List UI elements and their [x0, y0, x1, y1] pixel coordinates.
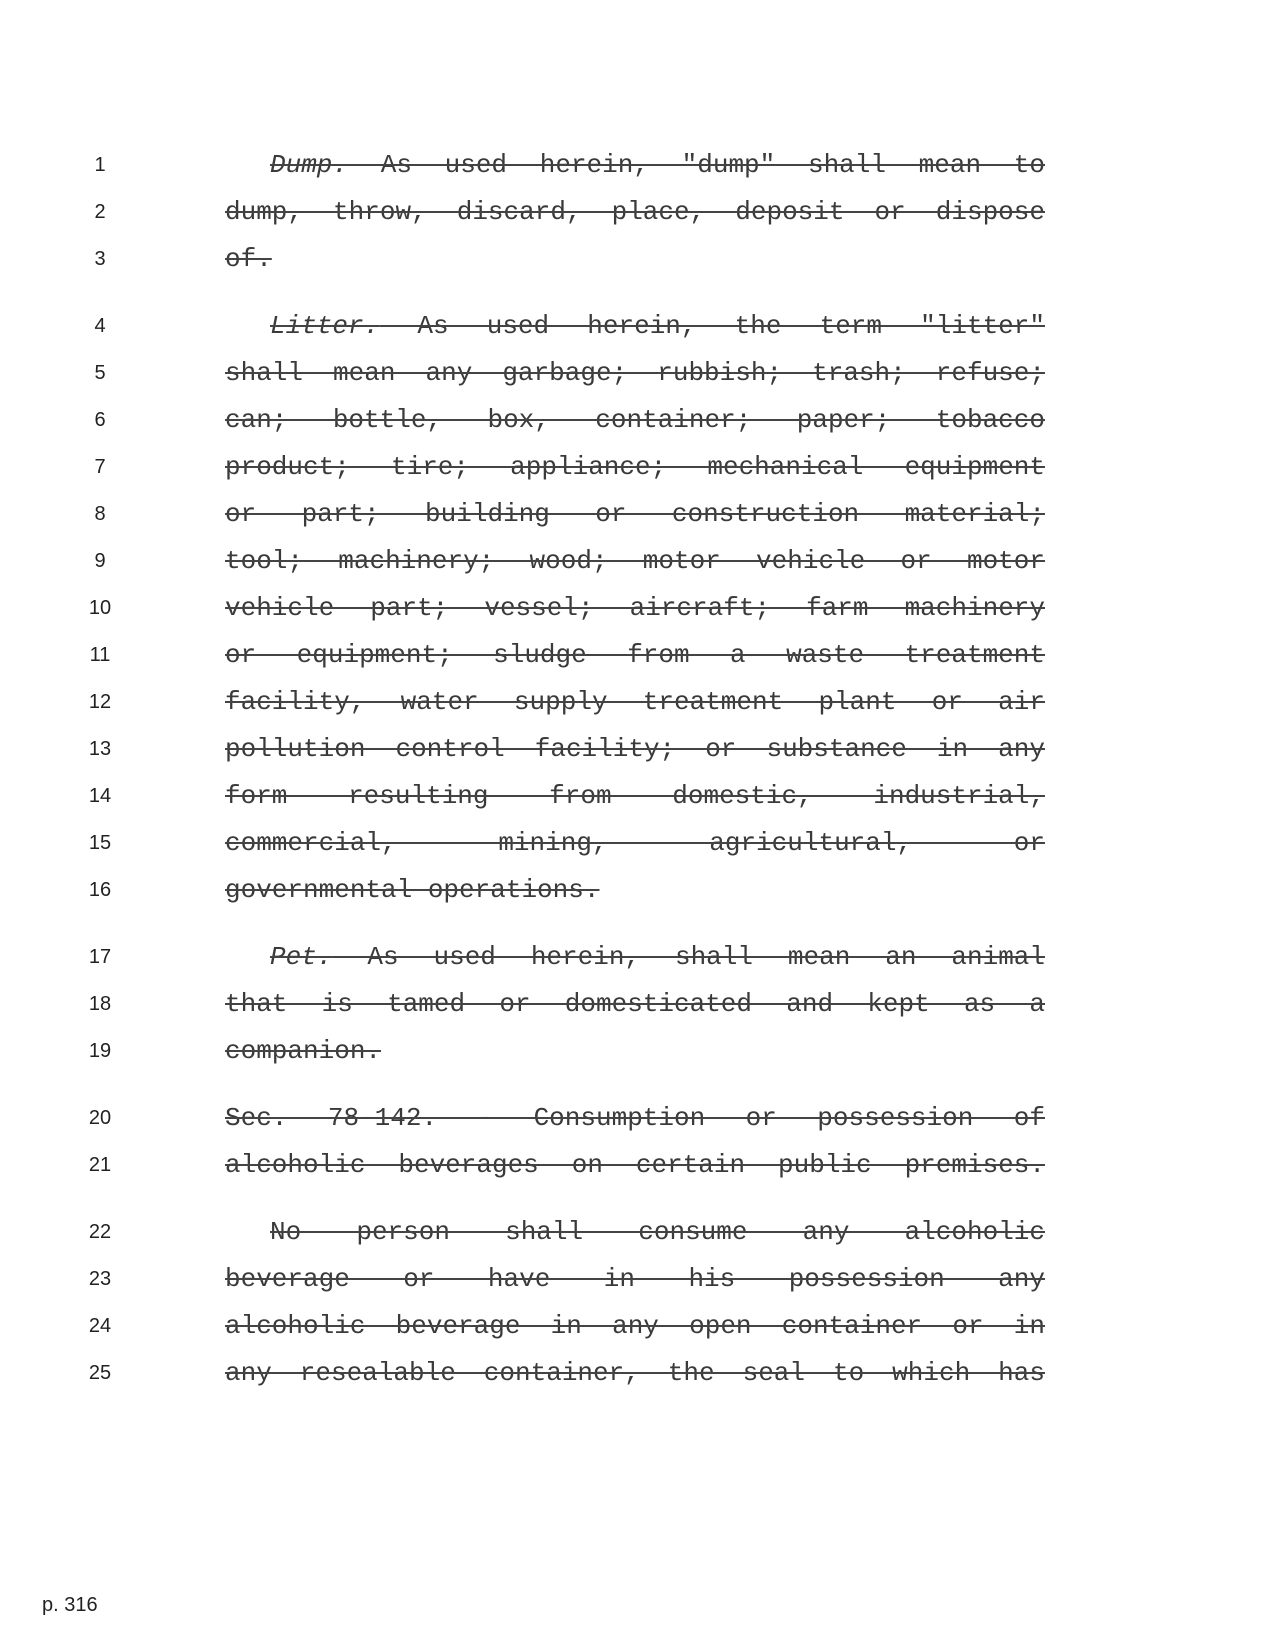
- line-text: governmental operations.: [225, 875, 600, 905]
- defined-term: Dump.: [270, 150, 349, 180]
- line-text: can; bottle, box, container; paper; tobacco: [225, 405, 1045, 435]
- line-number: 11: [89, 644, 111, 666]
- definition-pet-line: Pet. As used herein, shall mean an animal: [270, 942, 1045, 972]
- line-text: dump, throw, discard, place, deposit or dispose: [225, 197, 1045, 227]
- line-number: 1: [94, 154, 106, 176]
- line-text: vehicle part; vessel; aircraft; farm machinery: [225, 593, 1045, 623]
- line-number: 2: [94, 201, 106, 223]
- text-line: [0, 494, 1275, 534]
- text-line: [0, 1212, 1275, 1252]
- line-number: 21: [88, 1154, 112, 1176]
- text-line: [0, 823, 1275, 863]
- line-text: of.: [225, 244, 272, 274]
- line-text: shall mean any garbage; rubbish; trash; refuse;: [225, 358, 1045, 388]
- text-line: [0, 145, 1275, 185]
- text-line: [0, 1098, 1275, 1138]
- line-number: 7: [94, 456, 106, 478]
- line-number: 25: [88, 1362, 112, 1384]
- page-number: p. 316: [42, 1594, 98, 1616]
- text-line: [0, 776, 1275, 816]
- text-line: [0, 588, 1275, 628]
- line-text: No person shall consume any alcoholic: [270, 1217, 1045, 1247]
- line-text: companion.: [225, 1036, 382, 1066]
- line-number: 3: [94, 248, 106, 270]
- line-number: 13: [88, 738, 112, 760]
- line-number: 14: [88, 785, 112, 807]
- line-text: pollution control facility; or substance in any: [225, 734, 1045, 764]
- line-number: 24: [88, 1315, 112, 1337]
- defined-term: Pet.: [270, 942, 333, 972]
- text-line: [0, 1353, 1275, 1393]
- text-line: [0, 1031, 1275, 1071]
- line-number: 18: [88, 993, 112, 1015]
- line-number: 4: [94, 315, 106, 337]
- text-line: [0, 984, 1275, 1024]
- text-line: [0, 1259, 1275, 1299]
- section-heading: Sec. 78-142. - Consumption or possession of: [225, 1103, 1045, 1133]
- text-line: [0, 870, 1275, 910]
- line-text: or part; building or construction material;: [225, 499, 1045, 529]
- line-number: 22: [88, 1221, 112, 1243]
- text-line: [0, 1145, 1275, 1185]
- line-text: beverage or have in his possession any: [225, 1264, 1045, 1294]
- definition-litter-line: Litter. As used herein, the term "litter": [270, 311, 1045, 341]
- line-text: tool; machinery; wood; motor vehicle or motor: [225, 546, 1045, 576]
- line-text: any resealable container, the seal to which has: [225, 1358, 1045, 1388]
- text-line: [0, 937, 1275, 977]
- line-number: 23: [88, 1268, 112, 1290]
- section-heading: alcoholic beverages on certain public premises.: [225, 1150, 1045, 1180]
- text-line: [0, 682, 1275, 722]
- line-text: that is tamed or domesticated and kept as a: [225, 989, 1045, 1019]
- text-line: [0, 353, 1275, 393]
- line-text: or equipment; sludge from a waste treatment: [225, 640, 1045, 670]
- line-text: alcoholic beverage in any open container or in: [225, 1311, 1045, 1341]
- line-number: 8: [94, 503, 106, 525]
- line-text: form resulting from domestic, industrial,: [225, 781, 1045, 811]
- line-number: 9: [94, 550, 106, 572]
- definition-dump-line: Dump. As used herein, "dump" shall mean to: [270, 150, 1045, 180]
- text-line: [0, 400, 1275, 440]
- line-number: 20: [88, 1107, 112, 1129]
- line-number: 17: [88, 946, 112, 968]
- text-line: [0, 192, 1275, 232]
- text-line: [0, 729, 1275, 769]
- text-line: [0, 541, 1275, 581]
- defined-term: Litter.: [270, 311, 380, 341]
- line-number: 5: [94, 362, 106, 384]
- line-number: 15: [88, 832, 112, 854]
- line-number: 16: [88, 879, 112, 901]
- text-line: [0, 635, 1275, 675]
- text-line: [0, 447, 1275, 487]
- line-number: 12: [88, 691, 112, 713]
- text-line: [0, 1306, 1275, 1346]
- line-number: 6: [94, 409, 106, 431]
- line-text: product; tire; appliance; mechanical equipment: [225, 452, 1045, 482]
- text-line: [0, 306, 1275, 346]
- line-text: commercial, mining, agricultural, or: [225, 828, 1045, 858]
- line-number: 19: [88, 1040, 112, 1062]
- line-text: facility, water supply treatment plant or air: [225, 687, 1045, 717]
- line-number: 10: [88, 597, 112, 619]
- text-line: [0, 239, 1275, 279]
